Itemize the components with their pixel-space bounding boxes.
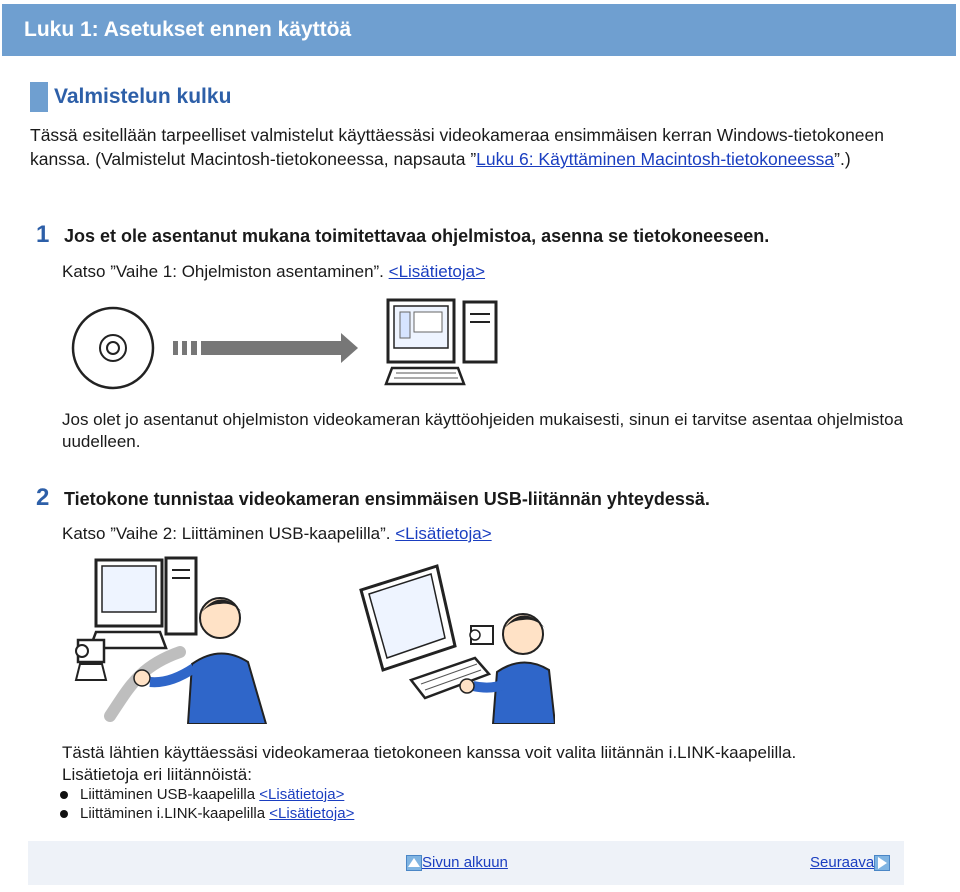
computer-icon xyxy=(90,558,196,648)
computer-user-illustration xyxy=(355,560,555,724)
intro-text-end: ”.) xyxy=(834,149,851,169)
next-page-link[interactable]: Seuraava xyxy=(810,854,875,871)
ilink-details-link[interactable]: <Lisätietoja> xyxy=(269,805,355,822)
chapter-title: Luku 1: Asetukset ennen käyttöä xyxy=(24,18,352,41)
reference-text: Katso ”Vaihe 1: Ohjelmiston asentaminen”. xyxy=(62,262,389,281)
closing-line-1: Tästä lähtien käyttäessäsi videokameraa tietokoneen kanssa voit valita liitännän i.LINK-kaapelilla. xyxy=(62,743,797,762)
list-item xyxy=(60,804,354,823)
section-heading xyxy=(30,82,231,112)
step-2-reference xyxy=(62,524,492,544)
closing-line-2: Lisätietoja eri liitännöistä: xyxy=(62,765,252,784)
back-to-top-link[interactable]: Sivun alkuun xyxy=(422,854,508,871)
intro-paragraph xyxy=(30,123,930,171)
step-number: 1 xyxy=(36,221,50,248)
arrow-icon xyxy=(173,333,358,363)
usb-details-link[interactable]: <Lisätietoja> xyxy=(259,786,345,803)
computer-icon xyxy=(361,566,489,698)
list-item-text: Liittäminen USB-kaapelilla xyxy=(80,786,256,803)
install-illustration xyxy=(70,298,510,394)
step-1-details-link[interactable]: <Lisätietoja> xyxy=(388,262,486,281)
intro-text: Tässä esitellään tarpeelliset valmistelut käyttäessäsi videokameraa ensimmäisen kerran Windows-tietokoneen kanssa. (Valmistelut Macintosh-tietokoneessa, napsauta ” xyxy=(30,125,885,169)
bullet-icon xyxy=(60,810,68,818)
closing-paragraph xyxy=(62,742,942,786)
arrow-right-icon xyxy=(874,855,890,871)
section-marker xyxy=(30,82,48,112)
arrow-up-icon xyxy=(406,855,422,871)
macintosh-chapter-link[interactable]: Luku 6: Käyttäminen Macintosh-tietokoneessa xyxy=(476,149,835,169)
bullet-icon xyxy=(60,791,68,799)
list-item xyxy=(60,785,354,804)
chapter-header xyxy=(2,4,956,56)
list-item-text: Liittäminen i.LINK-kaapelilla xyxy=(80,805,266,822)
footer-navigation xyxy=(28,841,904,885)
reference-text: Katso ”Vaihe 2: Liittäminen USB-kaapelilla”. xyxy=(62,524,396,543)
usb-connection-illustration xyxy=(70,556,280,724)
video-camera-icon xyxy=(470,626,493,644)
step-2-details-link[interactable]: <Lisätietoja> xyxy=(395,524,492,543)
step-title: Tietokone tunnistaa videokameran ensimmäisen USB-liitännän yhteydessä. xyxy=(64,489,710,509)
step-1-heading xyxy=(36,221,769,249)
section-title: Valmistelun kulku xyxy=(54,85,232,108)
step-title: Jos et ole asentanut mukana toimitettavaa ohjelmistoa, asenna se tietokoneeseen. xyxy=(64,226,770,246)
next-page[interactable] xyxy=(810,854,890,871)
computer-icon xyxy=(386,300,496,384)
step-number: 2 xyxy=(36,484,50,511)
cd-icon xyxy=(73,308,153,388)
step-1-reference xyxy=(62,262,485,282)
back-to-top[interactable] xyxy=(406,854,508,871)
video-camera-icon xyxy=(76,640,106,680)
step-1-note: Jos olet jo asentanut ohjelmiston videokameran käyttöohjeiden mukaisesti, sinun ei tarvitse asentaa ohjelmistoa uudelleen. xyxy=(62,410,904,451)
step-2-heading xyxy=(36,484,710,512)
connection-list xyxy=(60,785,354,823)
